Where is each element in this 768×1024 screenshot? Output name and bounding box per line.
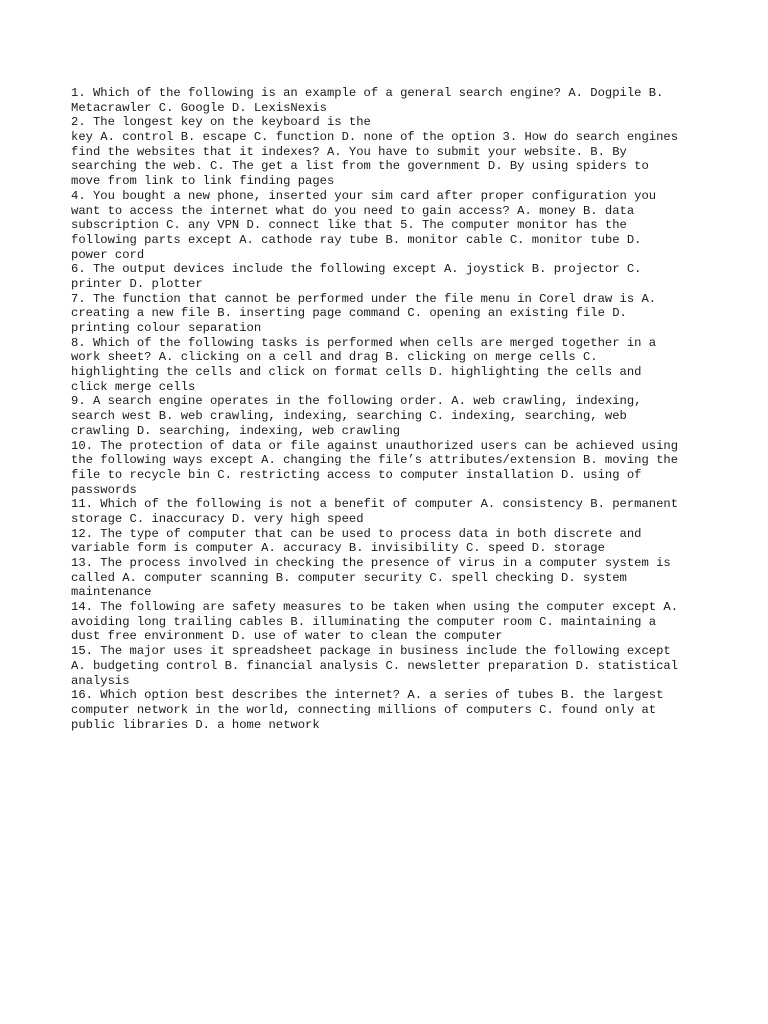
text-line: crawling D. searching, indexing, web crawling <box>71 423 401 438</box>
text-line: 1. Which of the following is an example of a general search engine? A. Dogpile B. <box>71 86 664 100</box>
text-line: public libraries D. a home network <box>71 717 320 732</box>
text-line: 14. The following are safety measures to be taken when using the computer except A. <box>71 600 679 615</box>
text-line: subscription C. any VPN D. connect like that 5. The computer monitor has the <box>71 218 627 233</box>
text-line: 9. A search engine operates in the following order. A. web crawling, indexing, <box>71 394 642 409</box>
text-line: file to recycle bin C. restricting access to computer installation D. using of <box>71 467 642 482</box>
text-line: A. budgeting control B. financial analysis C. newsletter preparation D. statistical <box>71 658 679 673</box>
text-line: 16. Which option best describes the internet? A. a series of tubes B. the largest <box>71 688 664 703</box>
text-line: passwords <box>71 482 137 497</box>
text-line: printer D. plotter <box>71 276 203 291</box>
text-line: move from link to link finding pages <box>71 174 335 189</box>
text-line: maintenance <box>71 585 152 600</box>
question-text-block <box>71 86 711 732</box>
text-line: computer network in the world, connecting millions of computers C. found only at <box>71 702 657 717</box>
text-line: highlighting the cells and click on format cells D. highlighting the cells and <box>71 365 642 380</box>
text-line: search west B. web crawling, indexing, searching C. indexing, searching, web <box>71 409 627 424</box>
text-line: click merge cells <box>71 379 196 394</box>
text-line: 7. The function that cannot be performed under the file menu in Corel draw is A. <box>71 291 657 306</box>
text-line: 12. The type of computer that can be used to process data in both discrete and <box>71 526 642 541</box>
text-line: 11. Which of the following is not a benefit of computer A. consistency B. permanent <box>71 497 679 512</box>
text-line: searching the web. C. The get a list from the government D. By using spiders to <box>71 159 649 174</box>
text-line: 10. The protection of data or file against unauthorized users can be achieved using <box>71 438 679 453</box>
text-line: avoiding long trailing cables B. illuminating the computer room C. maintaining a <box>71 614 657 629</box>
text-line: work sheet? A. clicking on a cell and drag B. clicking on merge cells C. <box>71 350 598 365</box>
text-line: following parts except A. cathode ray tube B. monitor cable C. monitor tube D. <box>71 232 642 247</box>
text-line: 6. The output devices include the following except A. joystick B. projector C. <box>71 262 642 277</box>
text-line: power cord <box>71 247 145 262</box>
text-line: want to access the internet what do you need to gain access? A. money B. data <box>71 203 635 218</box>
text-line: 4. You bought a new phone, inserted your sim card after proper configuration you <box>71 188 657 203</box>
text-line: key A. control B. escape C. function D. none of the option 3. How do search engines <box>71 130 679 145</box>
text-line: 15. The major uses it spreadsheet package in business include the following except <box>71 644 671 659</box>
text-line: storage C. inaccuracy D. very high speed <box>71 511 364 526</box>
text-line: Metacrawler C. Google D. LexisNexis <box>71 100 327 115</box>
text-line: variable form is computer A. accuracy B. invisibility C. speed D. storage <box>71 541 605 556</box>
text-line: 13. The process involved in checking the presence of virus in a computer system is <box>71 556 671 570</box>
text-line: find the websites that it indexes? A. You have to submit your website. B. By <box>71 144 627 159</box>
text-line: 8. Which of the following tasks is performed when cells are merged together in a <box>71 335 657 350</box>
text-line: the following ways except A. changing the file’s attributes/extension B. moving the <box>71 453 679 468</box>
text-line: printing colour separation <box>71 321 262 335</box>
text-line: creating a new file B. inserting page command C. opening an existing file D. <box>71 306 627 321</box>
text-line: dust free environment D. use of water to clean the computer <box>71 629 503 644</box>
text-line: called A. computer scanning B. computer security C. spell checking D. system <box>71 570 627 585</box>
text-line: 2. The longest key on the keyboard is the <box>71 115 371 130</box>
text-line: analysis <box>71 673 130 688</box>
